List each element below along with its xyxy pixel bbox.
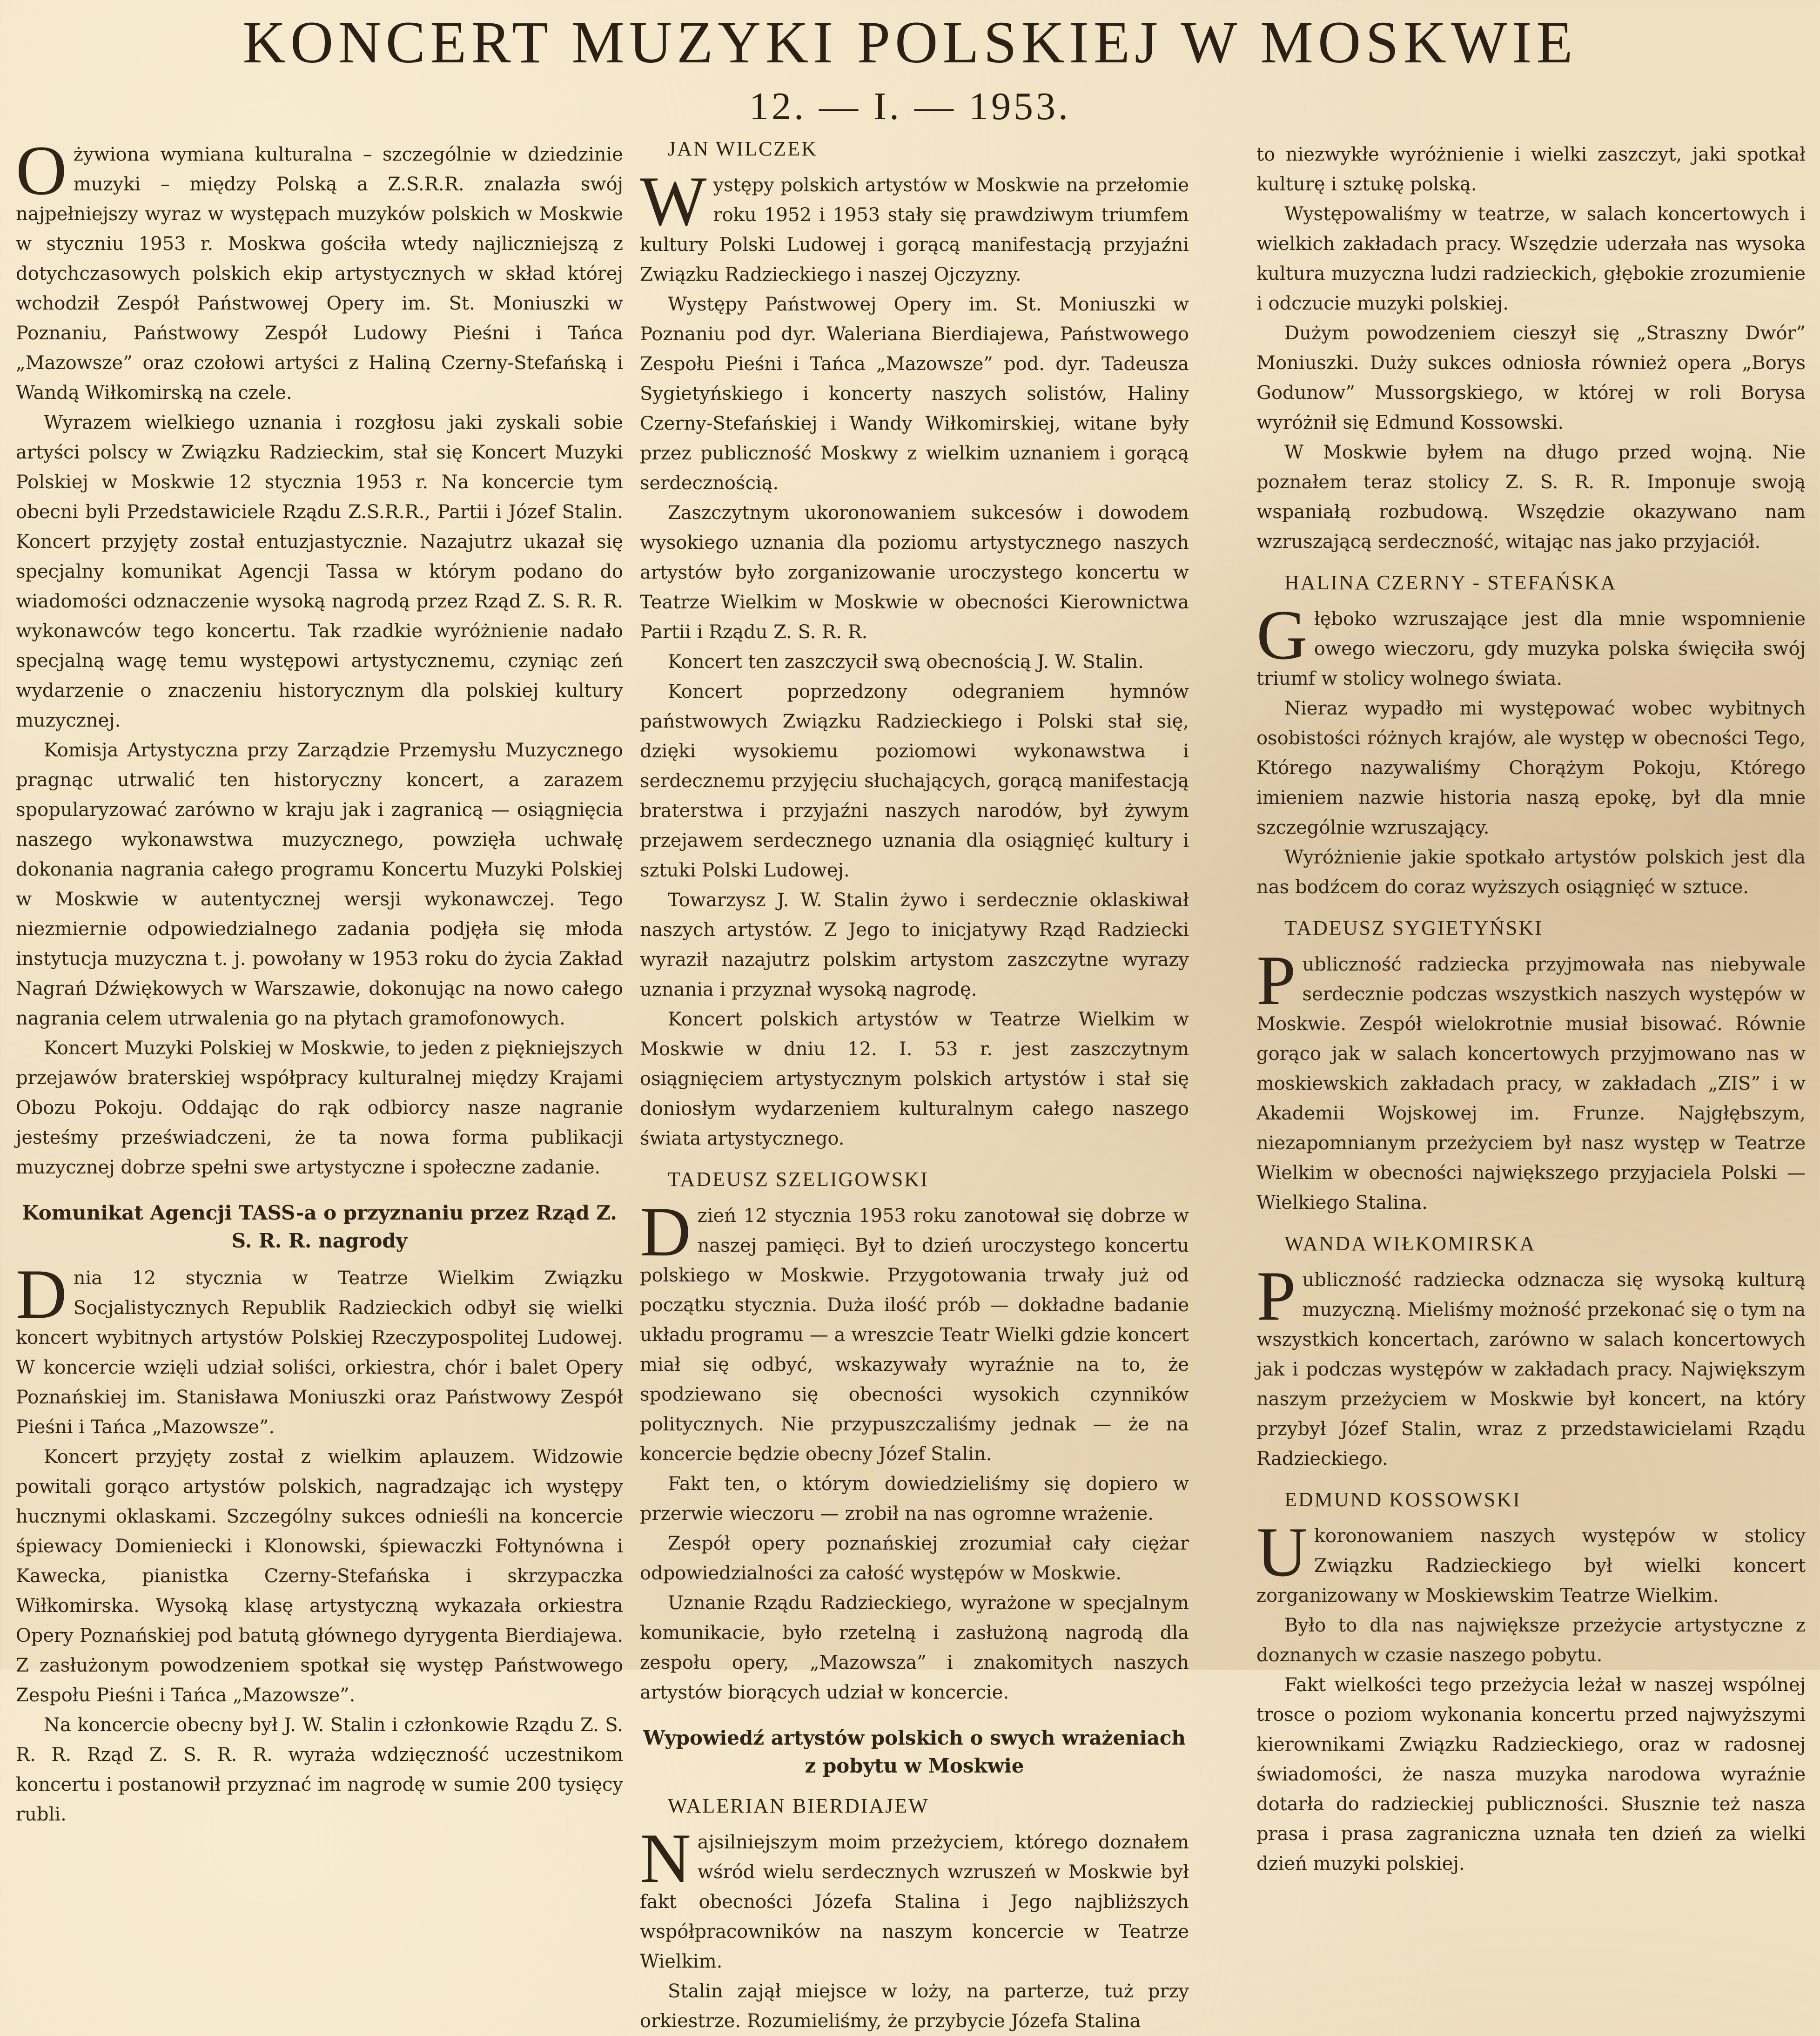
statement-paragraph: Nieraz wypadło mi występować wobec wybitnych osobistości różnych krajów, ale występ w obecności Tego, Którego nazywaliśmy Chorążym Pokoju, Którego imieniem nazwie historia naszą epokę, był dla mnie szczególnie wzruszający. [1256, 698, 1806, 838]
statement-paragraph: Występy polskich artystów w Moskwie na przełomie roku 1952 i 1953 stały się prawdziwym triumfem kultury Polski Ludowej i gorącą manifestacją przyjaźni Związku Radzieckiego i naszej Ojczyzny. [640, 162, 1189, 285]
dropcap: G [1256, 596, 1308, 674]
statement-paragraph: Zespół opery poznańskiej zrozumiał cały ciężar odpowiedzialności za całość występów w Moskwie. [640, 1533, 1189, 1584]
author-name: WALERIAN BIERDIAJEW [668, 1794, 929, 1817]
section-heading: Wypowiedź artystów polskich o swych wrażeniach z pobytu w Moskwie [643, 1726, 1186, 1777]
statement-paragraph: Stalin zajął miejsce w loży, na parterze, tuż przy orkiestrze. Rozumieliśmy, że przybycie Józefa Stalina [640, 1981, 1189, 2032]
column-2 [640, 135, 1189, 2032]
page-title: KONCERT MUZYKI POLSKIEJ W MOSKWIE [242, 9, 1578, 75]
statement-paragraph: to niezwykłe wyróżnienie i wielki zaszczyt, jaki spotkał kulturę i sztukę polską. [1256, 144, 1806, 195]
statement-paragraph: Występy Państwowej Opery im. St. Moniuszki w Poznaniu pod dyr. Waleriana Bierdiajewa, Państwowego Zespołu Pieśni i Tańca „Mazowsze” pod. dyr. Tadeusza Sygietyńskiego i koncerty naszych solistów, Haliny Czerny-Stefańskiej i Wandy Wiłkomirskiej, witane były przez publiczność Moskwy z wielkim uznaniem i gorącą serdecznością. [640, 294, 1189, 494]
statement-paragraph: Koncert polskich artystów w Teatrze Wielkim w Moskwie w dniu 12. I. 53 r. jest zaszczytnym osiągnięciem artystycznym polskich artystów i stał się doniosłym wydarzeniem kulturalnym całego naszego świata artystycznego. [640, 1009, 1189, 1149]
author-name: HALINA CZERNY - STEFAŃSKA [1284, 571, 1617, 594]
statement-paragraph: Fakt ten, o którym dowiedzieliśmy się dopiero w przerwie wieczoru — zrobił na nas ogromne wrażenie. [640, 1473, 1189, 1524]
dropcap: P [1256, 1257, 1296, 1335]
intro-paragraph: Komisja Artystyczna przy Zarządzie Przemysłu Muzycznego pragnąc utrwalić ten historyczny koncert, a zarazem spopularyzować zarówno w kraju jak i zagranicą — osiągnięcia naszego wykonawstwa muzycznego, powzięła uchwałę dokonania nagrania całego programu Koncertu Muzyki Polskiej w Moskwie w autentycznej wersji wykonawczej. Tego niezmiernie odpowiedzialnego zadania podjęła się młoda instytucja muzyczna t. j. powołany w 1953 roku do życia Zakład Nagrań Dźwiękowych w Warszawie, dokonując na nowo całego nagrania celem utrwalenia go na płytach gramofonowych. [16, 740, 623, 1029]
dropcap: O [16, 131, 67, 209]
dropcap: D [16, 1255, 67, 1333]
author-name: JAN WILCZEK [668, 137, 818, 160]
statement-paragraph: Publiczność radziecka odznacza się wysoką kulturą muzyczną. Mieliśmy możność przekonać się o tym na wszystkich koncertach, zarówno w salach koncertowych jak i podczas występów w zakładach pracy. Największym naszym przeżyciem w Moskwie był koncert, na który przybył Józef Stalin, wraz z przedstawicielami Rządu Radzieckiego. [1256, 1257, 1806, 1470]
intro-paragraph: Wyrazem wielkiego uznania i rozgłosu jaki zyskali sobie artyści polscy w Związku Radzieckim, stał się Koncert Muzyki Polskiej w Moskwie 12 stycznia 1953 r. Na koncercie tym obecni byli Przedstawiciele Rządu Z.S.R.R., Partii i Józef Stalin. Koncert przyjęty został entuzjastycznie. Nazajutrz ukazał się specjalny komunikat Agencji Tassa w którym podano do wiadomości odznaczenie wysoką nagrodą przez Rząd Z. S. R. R. wykonawców tego koncertu. Tak rzadkie wyróżnienie nadało specjalną wagę temu występowi artystycznemu, czyniąc zeń wydarzenie o znaczeniu historycznym dla polskiej kultury muzycznej. [16, 412, 623, 731]
dropcap: W [640, 162, 707, 240]
intro-paragraph: Ożywiona wymiana kulturalna – szczególnie w dziedzinie muzyki – między Polską a Z.S.R.R. znalazła swój najpełniejszy wyraz w występach muzyków polskich w Moskwie w styczniu 1953 r. Moskwa gościła wtedy najliczniejszą z dotychczasowych polskich ekip artystycznych w skład której wchodził Zespół Państwowej Opery im. St. Moniuszki w Poznaniu, Państwowy Zespół Ludowy Pieśni i Tańca „Mazowsze” oraz czołowi artyści z Haliną Czerny-Stefańską i Wandą Wiłkomirską na czele. [16, 131, 623, 404]
author-name: EDMUND KOSSOWSKI [1284, 1488, 1521, 1511]
statement-paragraph: W Moskwie byłem na długo przed wojną. Nie poznałem teraz stolicy Z. S. R. R. Imponuje swoją wspaniałą rozbudową. Wszędzie okazywano nam wzruszającą serdeczność, witając nas jako przyjaciół. [1256, 442, 1806, 553]
concert-date: 12. — I. — 1953. [749, 85, 1071, 128]
tass-paragraph: Na koncercie obecny był J. W. Stalin i członkowie Rządu Z. S. R. R. Rząd Z. S. R. R. wyraża wdzięczność uczestnikom koncertu i postanowił przyznać im nagrodę w sumie 200 tysięcy rubli. [16, 1714, 623, 1825]
statement-paragraph: Zaszczytnym ukoronowaniem sukcesów i dowodem wysokiego uznania dla poziomu artystycznego naszych artystów było zorganizowanie uroczystego koncertu w Teatrze Wielkim w Moskwie w obecności Kierownictwa Partii i Rządu Z. S. R. R. [640, 502, 1189, 643]
author-name: WANDA WIŁKOMIRSKA [1284, 1232, 1536, 1255]
intro-paragraph: Koncert Muzyki Polskiej w Moskwie, to jeden z piękniejszych przejawów braterskiej współpracy kulturalnej między Krajami Obozu Pokoju. Oddając do rąk odbiorcy nasze nagranie jesteśmy przeświadczeni, że ta nowa forma publikacji muzycznej dobrze spełni swe artystyczne i społeczne zadanie. [16, 1038, 623, 1178]
statement-paragraph: Publiczność radziecka przyjmowała nas niebywale serdecznie podczas wszystkich naszych występów w Moskwie. Zespół wielokrotnie musiał bisować. Równie gorąco jak w salach koncertowych przyjmowano nas w moskiewskich zakładach pracy, w zakładach „ZIS” i w Akademii Wojskowej im. Frunze. Najgłębszym, niezapomnianym przeżyciem był nasz występ w Teatrze Wielkim w obecności największego przyjaciela Polski — Wielkiego Stalina. [1256, 941, 1806, 1214]
author-name: TADEUSZ SZELIGOWSKI [668, 1168, 929, 1191]
column-3 [1256, 140, 1806, 1874]
author-name: TADEUSZ SYGIETYŃSKI [1284, 917, 1543, 939]
statement-paragraph: Występowaliśmy w teatrze, w salach koncertowych i wielkich zakładach pracy. Wszędzie uderzała nas wysoka kultura muzyczna ludzi radzieckich, głębokie zrozumienie i odczucie muzyki polskiej. [1256, 203, 1806, 314]
tass-paragraph: Koncert przyjęty został z wielkim aplauzem. Widzowie powitali gorąco artystów polskich, nagradzając ich występy hucznymi oklaskami. Szczególny sukces odnieśli na koncercie śpiewacy Domieniecki i Klonowski, śpiewaczki Fołtynówna i Kawecka, pianistka Czerny-Stefańska i skrzypaczka Wiłkomirska. Wysoką klasę artystyczną wykazała orkiestra Opery Poznańskiej pod batutą głównego dyrygenta Bierdiajewa. Z zasłużonym powodzeniem spotkał się występ Państwowego Zespołu Pieśni i Tańca „Mazowsze”. [16, 1446, 623, 1706]
statement-paragraph: Najsilniejszym moim przeżyciem, którego doznałem wśród wielu serdecznych wzruszeń w Moskwie był fakt obecności Józefa Stalina i Jego najbliższych współpracowników na naszym koncercie w Teatrze Wielkim. [640, 1819, 1189, 1972]
statement-paragraph: Głęboko wzruszające jest dla mnie wspomnienie owego wieczoru, gdy muzyka polska święciła swój triumf w stolicy wolnego świata. [1256, 596, 1806, 689]
statement-paragraph: Ukoronowaniem naszych występów w stolicy Związku Radzieckiego był wielki koncert zorganizowany w Moskiewskim Teatrze Wielkim. [1256, 1513, 1806, 1606]
statement-paragraph: Uznanie Rządu Radzieckiego, wyrażone w specjalnym komunikacie, było rzetelną i zasłużoną nagrodą dla zespołu opery, „Mazowsza” i znakomitych naszych artystów biorących udział w koncercie. [640, 1592, 1189, 1703]
statement-paragraph: Towarzysz J. W. Stalin żywo i serdecznie oklaskiwał naszych artystów. Z Jego to inicjatywy Rząd Radziecki wyraził nazajutrz polskim artystom zaszczytne wyrazy uznania i przyznał wysoką nagrodę. [640, 890, 1189, 1000]
dropcap: N [640, 1819, 691, 1897]
statement-paragraph: Dużym powodzeniem cieszył się „Straszny Dwór” Moniuszki. Duży sukces odniosła również opera „Borys Godunow” Mussorgskiego, w której w roli Borysa wyróżnił się Edmund Kossowski. [1256, 323, 1806, 433]
statement-paragraph: Fakt wielkości tego przeżycia leżał w naszej wspólnej trosce o poziom wykonania koncertu przed najwyższymi kierownikami Związku Radzieckiego, oraz w radosnej świadomości, że nasza muzyka narodowa wyraźnie dotarła do radzieckiej publiczności. Słusznie też nasza prasa i prasa zagraniczna uznała ten dzień za wielki dzień muzyki polskiej. [1256, 1674, 1806, 1874]
dropcap: P [1256, 941, 1296, 1019]
statement-paragraph: Było to dla nas największe przeżycie artystyczne z doznanych w czasie naszego pobytu. [1256, 1615, 1806, 1666]
tass-heading: Komunikat Agencji TASS-a o przyznaniu przez Rząd Z. S. R. R. nagrody [22, 1201, 617, 1252]
tass-paragraph: Dnia 12 stycznia w Teatrze Wielkim Związku Socjalistycznych Republik Radzieckich odbył się wielki koncert wybitnych artystów Polskiej Rzeczypospolitej Ludowej. W koncercie wzięli udział soliści, orkiestra, chór i balet Opery Poznańskiej im. Stanisława Moniuszki oraz Państwowy Zespół Pieśni i Tańca „Mazowsze”. [16, 1255, 623, 1438]
statement-paragraph: Koncert ten zaszczycił swą obecnością J. W. Stalin. [668, 651, 1144, 673]
column-1 [16, 131, 623, 1825]
dropcap: U [1256, 1513, 1308, 1591]
dropcap: D [640, 1193, 691, 1271]
statement-paragraph: Wyróżnienie jakie spotkało artystów polskich jest dla nas bodźcem do coraz wyższych osiągnięć w sztuce. [1256, 847, 1806, 898]
statement-paragraph: Dzień 12 stycznia 1953 roku zanotował się dobrze w naszej pamięci. Był to dzień uroczystego koncertu polskiego w Moskwie. Przygotowania trwały już od początku stycznia. Duża ilość prób — dokładne badanie układu programu — a wreszcie Teatr Wielki gdzie koncert miał się odbyć, wskazywały wyraźnie na to, że spodziewano się obecności wysokich czynników politycznych. Nie przypuszczaliśmy jednak — że na koncercie będzie obecny Józef Stalin. [640, 1193, 1189, 1465]
statement-paragraph: Koncert poprzedzony odegraniem hymnów państwowych Związku Radzieckiego i Polski stał się, dzięki wysokiemu poziomowi wykonawstwa i serdecznemu przyjęciu słuchających, gorącą manifestacją braterstwa i przyjaźni naszych narodów, był żywym przejawem serdecznego uznania dla osiągnięć kultury i sztuki Polski Ludowej. [640, 681, 1189, 881]
